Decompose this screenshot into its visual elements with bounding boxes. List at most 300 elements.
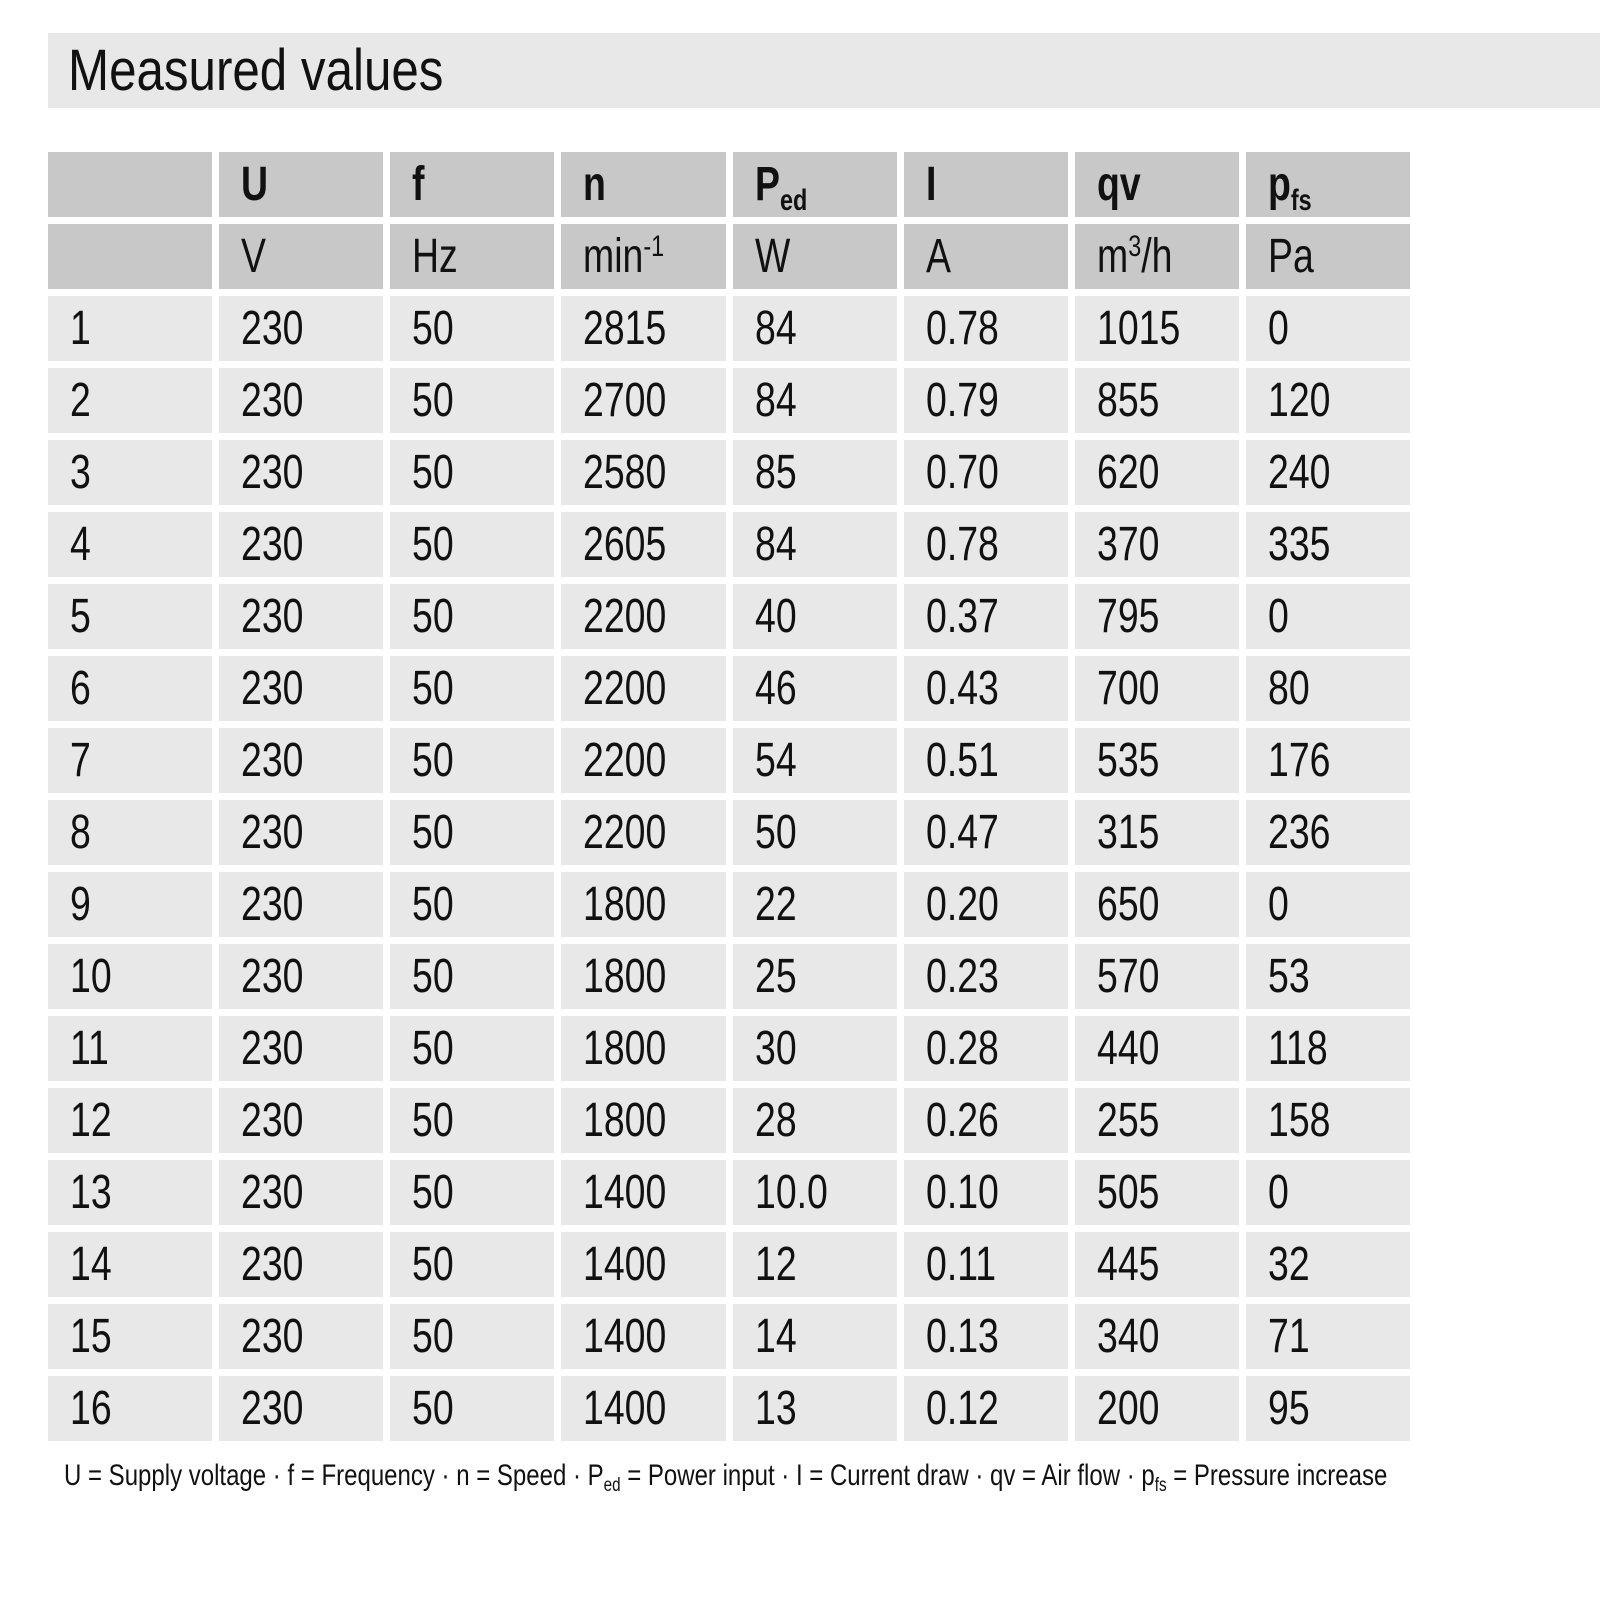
row-number-cell <box>48 1016 212 1081</box>
table-cell <box>733 1376 897 1441</box>
unit-header-Pa <box>1246 224 1410 289</box>
cell-value: 230 <box>241 733 304 787</box>
unit-text: W <box>754 229 790 283</box>
cell-value: 85 <box>754 445 797 499</box>
cell-value: 236 <box>1267 805 1331 859</box>
table-cell <box>904 584 1068 649</box>
cell-value: 14 <box>70 1237 112 1291</box>
cell-value: 50 <box>412 877 454 931</box>
column-header-P <box>733 152 897 217</box>
table-cell <box>561 584 725 649</box>
cell-value: 7 <box>70 733 91 787</box>
table-cell <box>733 440 897 505</box>
table-cell <box>1246 1376 1410 1441</box>
footnote-subscript: ed <box>603 1475 621 1496</box>
cell-value: 440 <box>1096 1021 1160 1075</box>
column-header-qv <box>1075 152 1239 217</box>
table-cell <box>1246 1232 1410 1297</box>
table-cell <box>904 1088 1068 1153</box>
table-cell <box>219 800 383 865</box>
table-cell <box>1246 1304 1410 1369</box>
cell-value: 335 <box>1267 517 1331 571</box>
cell-value: 50 <box>412 1309 454 1363</box>
cell-value: 230 <box>241 373 304 427</box>
cell-value: 2605 <box>583 517 667 571</box>
table-cell <box>561 728 725 793</box>
cell-value: 230 <box>241 1093 304 1147</box>
cell-value: 40 <box>754 589 797 643</box>
cell-value: 650 <box>1096 877 1160 931</box>
table-cell <box>904 1304 1068 1369</box>
unit-header-text <box>412 229 459 283</box>
cell-value: 1800 <box>583 877 667 931</box>
table-cell <box>904 1016 1068 1081</box>
cell-value: 22 <box>754 877 797 931</box>
table-cell <box>904 512 1068 577</box>
cell-value: 54 <box>754 733 797 787</box>
table-cell <box>1075 728 1239 793</box>
table-cell <box>390 440 554 505</box>
cell-value: 1400 <box>583 1381 667 1435</box>
cell-value: 11 <box>70 1021 109 1075</box>
cell-value: 13 <box>70 1165 112 1219</box>
column-header-text <box>754 157 807 217</box>
cell-value: 2200 <box>583 661 667 715</box>
cell-value: 16 <box>70 1381 112 1435</box>
table-cell <box>1075 1232 1239 1297</box>
table-cell <box>561 1304 725 1369</box>
table-cell <box>390 296 554 361</box>
table-cell <box>561 368 725 433</box>
cell-value: 50 <box>412 733 454 787</box>
table-cell <box>390 1232 554 1297</box>
cell-value: 230 <box>241 661 304 715</box>
unit-superscript: -1 <box>643 229 665 263</box>
cell-value: 1400 <box>583 1309 667 1363</box>
cell-value: 1400 <box>583 1237 667 1291</box>
table-cell <box>1246 1016 1410 1081</box>
row-number-cell <box>48 440 212 505</box>
cell-value: 50 <box>412 949 454 1003</box>
column-header-text <box>412 157 425 211</box>
unit-header-text <box>1267 229 1314 283</box>
table-cell <box>733 728 897 793</box>
cell-value: 0.79 <box>925 373 999 427</box>
table-cell <box>219 944 383 1009</box>
cell-value: 0.78 <box>925 301 999 355</box>
cell-value: 230 <box>241 517 304 571</box>
cell-value: 50 <box>412 1381 454 1435</box>
table-cell <box>561 1232 725 1297</box>
table-cell <box>390 872 554 937</box>
header-subscript: fs <box>1290 183 1312 217</box>
unit-text: m <box>1096 229 1128 283</box>
table-cell <box>219 440 383 505</box>
table-cell <box>219 1160 383 1225</box>
cell-value: 9 <box>70 877 91 931</box>
table-cell <box>1075 512 1239 577</box>
cell-value: 570 <box>1096 949 1160 1003</box>
table-cell <box>904 656 1068 721</box>
cell-value: 240 <box>1267 445 1331 499</box>
table-cell <box>219 1016 383 1081</box>
cell-value: 340 <box>1096 1309 1160 1363</box>
page-title: Measured values <box>68 37 444 103</box>
column-header-I <box>904 152 1068 217</box>
unit-text: V <box>241 229 267 283</box>
cell-value: 0.10 <box>925 1165 999 1219</box>
table-cell <box>904 944 1068 1009</box>
table-cell <box>904 368 1068 433</box>
cell-value: 84 <box>754 517 797 571</box>
cell-value: 2200 <box>583 805 667 859</box>
cell-value: 14 <box>754 1309 797 1363</box>
row-number-cell <box>48 1304 212 1369</box>
cell-value: 255 <box>1096 1093 1160 1147</box>
unit-text: Hz <box>412 229 459 283</box>
cell-value: 2700 <box>583 373 667 427</box>
table-cell <box>1075 1376 1239 1441</box>
cell-value: 2200 <box>583 733 667 787</box>
table-cell <box>561 1016 725 1081</box>
title-band <box>48 33 1600 108</box>
table-cell <box>1075 1088 1239 1153</box>
table-cell <box>904 872 1068 937</box>
table-cell <box>733 584 897 649</box>
table-cell <box>1075 368 1239 433</box>
table-cell <box>733 1232 897 1297</box>
table-cell <box>904 440 1068 505</box>
cell-value: 370 <box>1096 517 1160 571</box>
cell-value: 84 <box>754 373 797 427</box>
column-header-text <box>583 157 607 211</box>
table-cell <box>561 872 725 937</box>
cell-value: 12 <box>70 1093 112 1147</box>
cell-value: 0.26 <box>925 1093 999 1147</box>
unit-header-m <box>1075 224 1239 289</box>
cell-value: 2815 <box>583 301 667 355</box>
cell-value: 50 <box>412 517 454 571</box>
table-cell <box>1246 944 1410 1009</box>
cell-value: 53 <box>1267 949 1310 1003</box>
table-cell <box>390 944 554 1009</box>
cell-value: 230 <box>241 589 304 643</box>
table-cell <box>1075 1016 1239 1081</box>
cell-value: 1015 <box>1096 301 1181 355</box>
table-cell <box>219 1088 383 1153</box>
cell-value: 10 <box>70 949 112 1003</box>
cell-value: 0.51 <box>925 733 999 787</box>
cell-value: 6 <box>70 661 91 715</box>
cell-value: 0.43 <box>925 661 999 715</box>
cell-value: 0.20 <box>925 877 999 931</box>
row-number-cell <box>48 584 212 649</box>
cell-value: 0.23 <box>925 949 999 1003</box>
cell-value: 50 <box>412 661 454 715</box>
column-header-U <box>219 152 383 217</box>
cell-value: 2 <box>70 373 91 427</box>
table-cell <box>390 368 554 433</box>
cell-value: 28 <box>754 1093 797 1147</box>
table-cell <box>561 296 725 361</box>
cell-value: 15 <box>70 1309 112 1363</box>
cell-value: 158 <box>1267 1093 1331 1147</box>
footnote-segment: = Pressure increase <box>1166 1459 1388 1492</box>
cell-value: 315 <box>1096 805 1160 859</box>
cell-value: 230 <box>241 1165 304 1219</box>
unit-header-Hz <box>390 224 554 289</box>
table-cell <box>390 656 554 721</box>
table-cell <box>390 584 554 649</box>
table-cell <box>1246 1088 1410 1153</box>
cell-value: 50 <box>412 373 454 427</box>
header-symbol: qv <box>1096 157 1141 211</box>
unit-header-min <box>561 224 725 289</box>
column-header-text <box>1096 157 1141 211</box>
unit-header-V <box>219 224 383 289</box>
header-symbol: p <box>1267 157 1291 211</box>
cell-value: 2580 <box>583 445 667 499</box>
cell-value: 230 <box>241 949 304 1003</box>
cell-value: 8 <box>70 805 91 859</box>
cell-value: 176 <box>1267 733 1331 787</box>
cell-value: 10.0 <box>754 1165 828 1219</box>
unit-header-text <box>583 229 665 283</box>
cell-value: 5 <box>70 589 91 643</box>
table-cell <box>733 1016 897 1081</box>
footnote-segment: U = Supply voltage · f = Frequency · n = Speed · P <box>64 1459 604 1492</box>
table-cell <box>1075 1160 1239 1225</box>
cell-value: 3 <box>70 445 91 499</box>
table-cell <box>1246 656 1410 721</box>
table-cell <box>733 512 897 577</box>
unit-header-blank <box>48 224 212 289</box>
table-cell <box>219 1376 383 1441</box>
unit-text: min <box>583 229 644 283</box>
table-cell <box>219 728 383 793</box>
table-cell <box>390 512 554 577</box>
table-cell <box>561 656 725 721</box>
unit-header-W <box>733 224 897 289</box>
table-cell <box>1075 584 1239 649</box>
cell-value: 1800 <box>583 949 667 1003</box>
table-cell <box>219 512 383 577</box>
table-cell <box>561 800 725 865</box>
table-cell <box>219 1304 383 1369</box>
row-number-cell <box>48 296 212 361</box>
row-number-cell <box>48 656 212 721</box>
unit-header-text <box>925 229 951 283</box>
cell-value: 2200 <box>583 589 667 643</box>
footnote-subscript: fs <box>1154 1475 1167 1496</box>
table-cell <box>1075 872 1239 937</box>
row-number-cell <box>48 800 212 865</box>
cell-value: 12 <box>754 1237 797 1291</box>
cell-value: 0 <box>1267 589 1289 643</box>
row-number-cell <box>48 1160 212 1225</box>
unit-header-A <box>904 224 1068 289</box>
cell-value: 0 <box>1267 301 1289 355</box>
table-cell <box>1075 800 1239 865</box>
cell-value: 0 <box>1267 1165 1289 1219</box>
cell-value: 230 <box>241 805 304 859</box>
footnote-legend <box>64 1452 1600 1500</box>
table-cell <box>390 1160 554 1225</box>
cell-value: 118 <box>1267 1021 1328 1075</box>
table-cell <box>390 728 554 793</box>
row-number-cell <box>48 512 212 577</box>
table-cell <box>219 872 383 937</box>
header-subscript: ed <box>779 183 807 217</box>
table-cell <box>904 296 1068 361</box>
cell-value: 13 <box>754 1381 797 1435</box>
table-cell <box>733 872 897 937</box>
unit-text: Pa <box>1267 229 1314 283</box>
cell-value: 230 <box>241 301 304 355</box>
cell-value: 855 <box>1096 373 1160 427</box>
cell-value: 0.12 <box>925 1381 999 1435</box>
table-cell <box>1075 440 1239 505</box>
cell-value: 230 <box>241 1021 304 1075</box>
table-cell <box>219 1232 383 1297</box>
cell-value: 84 <box>754 301 797 355</box>
cell-value: 230 <box>241 877 304 931</box>
cell-value: 0.37 <box>925 589 999 643</box>
table-cell <box>1246 728 1410 793</box>
table-cell <box>561 440 725 505</box>
column-header-text <box>1267 157 1312 217</box>
row-number-cell <box>48 1088 212 1153</box>
table-cell <box>904 1232 1068 1297</box>
cell-value: 505 <box>1096 1165 1160 1219</box>
column-header-p <box>1246 152 1410 217</box>
table-cell <box>390 1304 554 1369</box>
unit-text: A <box>925 229 951 283</box>
table-cell <box>1246 512 1410 577</box>
unit-header-text <box>754 229 790 283</box>
table-cell <box>390 1376 554 1441</box>
cell-value: 0.78 <box>925 517 999 571</box>
cell-value: 50 <box>412 301 454 355</box>
header-symbol: n <box>583 157 607 211</box>
cell-value: 795 <box>1096 589 1160 643</box>
table-cell <box>1246 440 1410 505</box>
table-cell <box>1246 584 1410 649</box>
unit-header-text <box>1096 229 1173 283</box>
column-header-text <box>241 157 269 211</box>
column-header-n <box>561 152 725 217</box>
header-symbol: P <box>754 157 780 211</box>
table-cell <box>561 1088 725 1153</box>
cell-value: 700 <box>1096 661 1160 715</box>
table-cell <box>219 296 383 361</box>
cell-value: 445 <box>1096 1237 1160 1291</box>
table-cell <box>390 1088 554 1153</box>
table-cell <box>733 800 897 865</box>
cell-value: 80 <box>1267 661 1310 715</box>
cell-value: 230 <box>241 445 304 499</box>
cell-value: 230 <box>241 1381 304 1435</box>
header-symbol: f <box>412 157 425 211</box>
row-number-cell <box>48 728 212 793</box>
cell-value: 30 <box>754 1021 797 1075</box>
table-cell <box>733 1160 897 1225</box>
cell-value: 50 <box>412 1093 454 1147</box>
cell-value: 0.13 <box>925 1309 999 1363</box>
cell-value: 50 <box>412 805 454 859</box>
table-cell <box>733 1304 897 1369</box>
cell-value: 50 <box>412 1237 454 1291</box>
table-cell <box>904 1376 1068 1441</box>
table-cell <box>1246 1160 1410 1225</box>
table-cell <box>561 1376 725 1441</box>
table-cell <box>733 368 897 433</box>
cell-value: 50 <box>412 1021 454 1075</box>
table-cell <box>1075 944 1239 1009</box>
table-cell <box>390 800 554 865</box>
table-cell <box>1246 368 1410 433</box>
header-symbol: I <box>925 157 937 211</box>
unit-superscript: 3 <box>1127 229 1141 263</box>
table-cell <box>219 656 383 721</box>
measured-values-table <box>48 152 1410 1441</box>
column-header-blank <box>48 152 212 217</box>
cell-value: 50 <box>412 589 454 643</box>
header-symbol: U <box>241 157 269 211</box>
table-cell <box>561 1160 725 1225</box>
cell-value: 200 <box>1096 1381 1160 1435</box>
footnote-text <box>64 1459 1388 1496</box>
unit-header-text <box>241 229 267 283</box>
cell-value: 230 <box>241 1237 304 1291</box>
cell-value: 95 <box>1267 1381 1310 1435</box>
cell-value: 25 <box>754 949 797 1003</box>
table-cell <box>1246 296 1410 361</box>
cell-value: 0 <box>1267 877 1289 931</box>
unit-text-post: /h <box>1140 229 1173 283</box>
table-cell <box>904 800 1068 865</box>
cell-value: 620 <box>1096 445 1160 499</box>
row-number-cell <box>48 872 212 937</box>
cell-value: 4 <box>70 517 91 571</box>
cell-value: 50 <box>412 445 454 499</box>
cell-value: 32 <box>1267 1237 1310 1291</box>
table-cell <box>1075 296 1239 361</box>
row-number-cell <box>48 368 212 433</box>
cell-value: 0.11 <box>925 1237 996 1291</box>
table-cell <box>904 1160 1068 1225</box>
table-cell <box>390 1016 554 1081</box>
cell-value: 535 <box>1096 733 1160 787</box>
cell-value: 50 <box>754 805 797 859</box>
cell-value: 1800 <box>583 1093 667 1147</box>
column-header-f <box>390 152 554 217</box>
cell-value: 0.47 <box>925 805 999 859</box>
table-cell <box>219 584 383 649</box>
row-number-cell <box>48 944 212 1009</box>
column-header-text <box>925 157 937 211</box>
table-cell <box>1246 800 1410 865</box>
table-cell <box>1075 1304 1239 1369</box>
row-number-cell <box>48 1232 212 1297</box>
table-cell <box>1246 872 1410 937</box>
table-cell <box>219 368 383 433</box>
cell-value: 71 <box>1267 1309 1310 1363</box>
table-cell <box>733 944 897 1009</box>
cell-value: 0.70 <box>925 445 999 499</box>
cell-value: 1800 <box>583 1021 667 1075</box>
table-cell <box>561 512 725 577</box>
